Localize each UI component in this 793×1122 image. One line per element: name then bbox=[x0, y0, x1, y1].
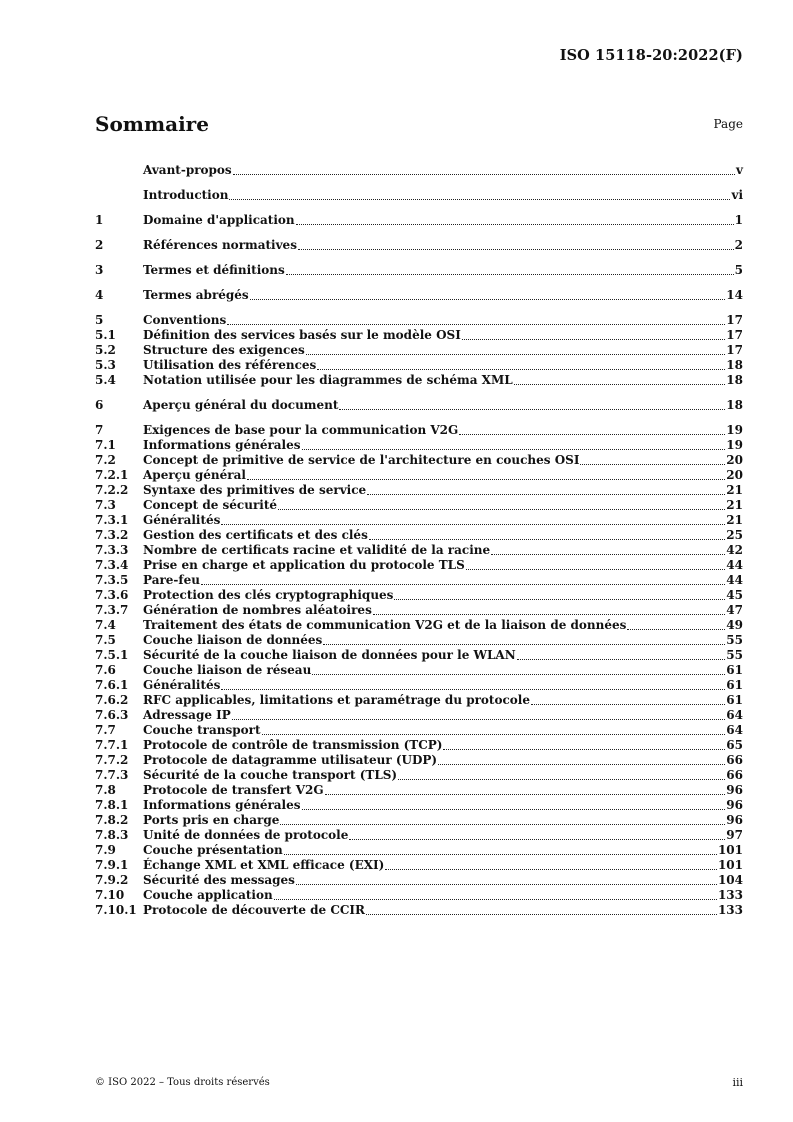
toc-entry-title: Utilisation des références bbox=[143, 358, 317, 372]
toc-entry[interactable] bbox=[95, 648, 743, 663]
toc-entry-page: 20 bbox=[726, 453, 743, 467]
toc-dot-leader bbox=[366, 914, 717, 915]
toc-entry-page: 101 bbox=[717, 843, 743, 857]
toc-entry[interactable] bbox=[95, 828, 743, 843]
toc-entry-title: Génération de nombres aléatoires bbox=[143, 603, 372, 617]
toc-entry-number: 7.7.3 bbox=[95, 768, 129, 782]
toc-dot-leader bbox=[312, 674, 725, 675]
toc-entry[interactable] bbox=[95, 753, 743, 768]
toc-dot-leader bbox=[233, 174, 735, 175]
toc-entry-title: Protocole de datagramme utilisateur (UDP) bbox=[143, 753, 438, 767]
toc-entry-page: 49 bbox=[726, 618, 743, 632]
toc-entry-title: Aperçu général du document bbox=[143, 398, 339, 412]
toc-entry-title: Protection des clés cryptographiques bbox=[143, 588, 394, 602]
toc-dot-leader bbox=[221, 524, 725, 525]
toc-entry[interactable] bbox=[95, 813, 743, 828]
toc-entry-page: 45 bbox=[726, 588, 743, 602]
toc-entry-title: Généralités bbox=[143, 513, 221, 527]
toc-entry-page: 44 bbox=[726, 573, 743, 587]
toc-entry-number: 7.6.1 bbox=[95, 678, 129, 692]
toc-dot-leader bbox=[438, 764, 725, 765]
toc-entry-number: 5.2 bbox=[95, 343, 116, 357]
toc-entry-title: Couche application bbox=[143, 888, 273, 902]
toc-entry-page: 133 bbox=[717, 888, 743, 902]
toc-entry-number: 7.3.1 bbox=[95, 513, 129, 527]
toc-entry-title: Protocole de découverte de CCIR bbox=[143, 903, 366, 917]
toc-entry-title: Nombre de certificats racine et validité de la racine bbox=[143, 543, 491, 557]
toc-entry-number: 5 bbox=[95, 313, 104, 327]
toc-entry-title: Traitement des états de communication V2G et de la liaison de données bbox=[143, 618, 627, 632]
toc-entry-page: 61 bbox=[726, 663, 743, 677]
toc-entry-title: Structure des exigences bbox=[143, 343, 305, 357]
toc-dot-leader bbox=[306, 354, 726, 355]
toc-entry-page: 101 bbox=[717, 858, 743, 872]
toc-entry[interactable] bbox=[95, 163, 743, 178]
toc-entry-title: Syntaxe des primitives de service bbox=[143, 483, 367, 497]
toc-dot-leader bbox=[323, 644, 725, 645]
toc-entry-title: Adressage IP bbox=[143, 708, 231, 722]
toc-entry-page: 64 bbox=[726, 723, 743, 737]
toc-entry[interactable] bbox=[95, 513, 743, 528]
toc-entry[interactable] bbox=[95, 288, 743, 303]
toc-entry-page: 96 bbox=[726, 798, 743, 812]
toc-entry-page: 2 bbox=[734, 238, 743, 252]
toc-dot-leader bbox=[466, 569, 726, 570]
toc-entry-number: 7.8.3 bbox=[95, 828, 129, 842]
toc-entry[interactable] bbox=[95, 798, 743, 813]
toc-entry-number: 7.3.7 bbox=[95, 603, 129, 617]
toc-entry-number: 7.3.2 bbox=[95, 528, 129, 542]
toc-entry-page: 42 bbox=[726, 543, 743, 557]
toc-entry[interactable] bbox=[95, 678, 743, 693]
toc-entry-page: 18 bbox=[726, 373, 743, 387]
toc-entry[interactable] bbox=[95, 543, 743, 558]
toc-entry-number: 2 bbox=[95, 238, 104, 252]
toc-entry-title: Couche transport bbox=[143, 723, 261, 737]
toc-entry-page: 96 bbox=[726, 783, 743, 797]
toc-dot-leader bbox=[201, 584, 725, 585]
toc-entry[interactable] bbox=[95, 313, 743, 328]
toc-entry-number: 7.2.1 bbox=[95, 468, 129, 482]
toc-entry-number: 7.7.1 bbox=[95, 738, 129, 752]
toc-entry-title: Définition des services basés sur le modèle OSI bbox=[143, 328, 461, 342]
toc-entry[interactable] bbox=[95, 618, 743, 633]
toc-entry-number: 7.3.6 bbox=[95, 588, 129, 602]
toc-entry-title: Couche liaison de données bbox=[143, 633, 323, 647]
toc-entry-page: 19 bbox=[726, 423, 743, 437]
toc-entry-page: 61 bbox=[726, 693, 743, 707]
toc-entry[interactable] bbox=[95, 398, 743, 413]
toc-entry[interactable] bbox=[95, 238, 743, 253]
toc-entry[interactable] bbox=[95, 633, 743, 648]
toc-entry-page: 20 bbox=[726, 468, 743, 482]
toc-entry-title: Concept de sécurité bbox=[143, 498, 278, 512]
toc-dot-leader bbox=[247, 479, 725, 480]
table-of-contents bbox=[95, 163, 743, 918]
toc-dot-leader bbox=[385, 869, 717, 870]
toc-entry-page: 55 bbox=[726, 648, 743, 662]
toc-entry-number: 7.3 bbox=[95, 498, 116, 512]
toc-dot-leader bbox=[491, 554, 725, 555]
toc-entry[interactable] bbox=[95, 498, 743, 513]
toc-entry-page: 17 bbox=[726, 328, 743, 342]
toc-entry[interactable] bbox=[95, 343, 743, 358]
toc-entry-title: Domaine d'application bbox=[143, 213, 295, 227]
toc-entry-number: 7.6 bbox=[95, 663, 116, 677]
toc-entry-number: 7.8.2 bbox=[95, 813, 129, 827]
toc-entry-number: 7.7.2 bbox=[95, 753, 129, 767]
toc-entry-title: Unité de données de protocole bbox=[143, 828, 349, 842]
toc-dot-leader bbox=[580, 464, 725, 465]
toc-dot-leader bbox=[274, 899, 717, 900]
toc-entry-title: Échange XML et XML efficace (EXI) bbox=[143, 858, 385, 872]
toc-dot-leader bbox=[398, 779, 725, 780]
toc-entry-number: 1 bbox=[95, 213, 104, 227]
toc-entry[interactable] bbox=[95, 453, 743, 468]
toc-entry-number: 3 bbox=[95, 263, 104, 277]
toc-entry[interactable] bbox=[95, 588, 743, 603]
toc-entry-page: 1 bbox=[734, 213, 743, 227]
toc-entry[interactable] bbox=[95, 373, 743, 388]
toc-dot-leader bbox=[517, 659, 726, 660]
toc-entry-page: 47 bbox=[726, 603, 743, 617]
toc-dot-leader bbox=[443, 749, 725, 750]
toc-dot-leader bbox=[394, 599, 725, 600]
toc-entry-title: RFC applicables, limitations et paramétrage du protocole bbox=[143, 693, 530, 707]
toc-entry-title: Aperçu général bbox=[143, 468, 246, 482]
toc-entry[interactable] bbox=[95, 708, 743, 723]
toc-dot-leader bbox=[227, 324, 725, 325]
toc-entry[interactable] bbox=[95, 723, 743, 738]
toc-dot-leader bbox=[296, 884, 717, 885]
toc-entry[interactable] bbox=[95, 358, 743, 373]
toc-entry-title: Informations générales bbox=[143, 438, 301, 452]
toc-entry-title: Prise en charge et application du protocole TLS bbox=[143, 558, 465, 572]
toc-entry-page: 21 bbox=[726, 483, 743, 497]
toc-entry-number: 7.9.2 bbox=[95, 873, 129, 887]
toc-entry-number: 7.5 bbox=[95, 633, 116, 647]
toc-entry-page: 64 bbox=[726, 708, 743, 722]
toc-entry-title: Sécurité de la couche transport (TLS) bbox=[143, 768, 398, 782]
toc-entry-title: Introduction bbox=[143, 188, 229, 202]
toc-dot-leader bbox=[325, 794, 726, 795]
toc-entry-page: 66 bbox=[726, 768, 743, 782]
toc-entry[interactable] bbox=[95, 843, 743, 858]
toc-entry-page: 14 bbox=[726, 288, 743, 302]
toc-dot-leader bbox=[367, 494, 725, 495]
toc-entry-page: 17 bbox=[726, 313, 743, 327]
toc-entry[interactable] bbox=[95, 468, 743, 483]
toc-entry[interactable] bbox=[95, 423, 743, 438]
toc-entry-number: 7.6.2 bbox=[95, 693, 129, 707]
toc-entry-number: 7.2.2 bbox=[95, 483, 129, 497]
toc-entry[interactable] bbox=[95, 263, 743, 278]
toc-entry-number: 5.4 bbox=[95, 373, 116, 387]
toc-entry-page: vi bbox=[731, 188, 743, 202]
toc-entry-title: Protocole de contrôle de transmission (TCP) bbox=[143, 738, 443, 752]
toc-entry-number: 7.4 bbox=[95, 618, 116, 632]
toc-entry-page: 55 bbox=[726, 633, 743, 647]
toc-dot-leader bbox=[462, 339, 725, 340]
toc-entry[interactable] bbox=[95, 213, 743, 228]
toc-entry-title: Exigences de base pour la communication V2G bbox=[143, 423, 459, 437]
toc-entry-number: 7.3.3 bbox=[95, 543, 129, 557]
toc-dot-leader bbox=[232, 719, 726, 720]
toc-entry-title: Sécurité des messages bbox=[143, 873, 295, 887]
toc-entry[interactable] bbox=[95, 438, 743, 453]
toc-entry-title: Termes abrégés bbox=[143, 288, 249, 302]
toc-entry[interactable] bbox=[95, 888, 743, 903]
footer-copyright: © ISO 2022 – Tous droits réservés bbox=[95, 1077, 270, 1088]
toc-dot-leader bbox=[296, 224, 734, 225]
toc-entry-title: Notation utilisée pour les diagrammes de schéma XML bbox=[143, 373, 513, 387]
toc-dot-leader bbox=[349, 839, 725, 840]
toc-entry-number: 4 bbox=[95, 288, 104, 302]
toc-entry[interactable] bbox=[95, 603, 743, 618]
toc-entry-page: 61 bbox=[726, 678, 743, 692]
page-title: Sommaire bbox=[95, 112, 209, 136]
toc-dot-leader bbox=[459, 434, 725, 435]
toc-entry-number: 7.10.1 bbox=[95, 903, 137, 917]
toc-entry-title: Références normatives bbox=[143, 238, 297, 252]
toc-entry-number: 7 bbox=[95, 423, 104, 437]
toc-dot-leader bbox=[302, 449, 726, 450]
toc-dot-leader bbox=[286, 274, 734, 275]
toc-entry[interactable] bbox=[95, 483, 743, 498]
toc-entry-page: 19 bbox=[726, 438, 743, 452]
toc-entry-page: 25 bbox=[726, 528, 743, 542]
toc-entry-title: Sécurité de la couche liaison de données pour le WLAN bbox=[143, 648, 516, 662]
toc-entry[interactable] bbox=[95, 573, 743, 588]
toc-entry[interactable] bbox=[95, 558, 743, 573]
toc-entry-page: 66 bbox=[726, 753, 743, 767]
toc-entry-number: 7.9 bbox=[95, 843, 116, 857]
toc-entry[interactable] bbox=[95, 528, 743, 543]
toc-entry-title: Informations générales bbox=[143, 798, 301, 812]
toc-dot-leader bbox=[262, 734, 726, 735]
document-reference: ISO 15118-20:2022(F) bbox=[559, 47, 743, 64]
toc-entry[interactable] bbox=[95, 903, 743, 918]
toc-dot-leader bbox=[280, 824, 725, 825]
toc-entry[interactable] bbox=[95, 768, 743, 783]
toc-entry-title: Pare-feu bbox=[143, 573, 200, 587]
footer-page-number: iii bbox=[732, 1076, 743, 1089]
toc-entry-title: Avant-propos bbox=[143, 163, 232, 177]
toc-entry[interactable] bbox=[95, 663, 743, 678]
toc-entry-number: 7.7 bbox=[95, 723, 116, 737]
toc-entry-number: 7.6.3 bbox=[95, 708, 129, 722]
toc-dot-leader bbox=[317, 369, 725, 370]
toc-dot-leader bbox=[229, 199, 730, 200]
toc-entry-title: Termes et définitions bbox=[143, 263, 285, 277]
toc-dot-leader bbox=[339, 409, 725, 410]
toc-dot-leader bbox=[250, 299, 726, 300]
toc-dot-leader bbox=[373, 614, 725, 615]
toc-entry-title: Conventions bbox=[143, 313, 227, 327]
toc-dot-leader bbox=[627, 629, 725, 630]
toc-entry-page: 97 bbox=[726, 828, 743, 842]
toc-entry-page: 44 bbox=[726, 558, 743, 572]
toc-entry-title: Couche présentation bbox=[143, 843, 283, 857]
toc-entry-number: 6 bbox=[95, 398, 104, 412]
toc-dot-leader bbox=[284, 854, 717, 855]
toc-entry-title: Protocole de transfert V2G bbox=[143, 783, 324, 797]
toc-entry[interactable] bbox=[95, 328, 743, 343]
toc-entry-number: 7.5.1 bbox=[95, 648, 129, 662]
toc-entry[interactable] bbox=[95, 858, 743, 873]
toc-entry-number: 7.3.4 bbox=[95, 558, 129, 572]
toc-entry-title: Ports pris en charge bbox=[143, 813, 280, 827]
toc-entry-number: 7.1 bbox=[95, 438, 116, 452]
toc-entry-title: Gestion des certificats et des clés bbox=[143, 528, 368, 542]
toc-entry[interactable] bbox=[95, 188, 743, 203]
toc-dot-leader bbox=[221, 689, 725, 690]
toc-entry-page: v bbox=[736, 163, 743, 177]
toc-entry-page: 18 bbox=[726, 398, 743, 412]
toc-entry[interactable] bbox=[95, 738, 743, 753]
toc-entry-title: Concept de primitive de service de l'architecture en couches OSI bbox=[143, 453, 580, 467]
toc-entry-number: 7.9.1 bbox=[95, 858, 129, 872]
toc-entry-page: 21 bbox=[726, 498, 743, 512]
toc-entry-number: 7.2 bbox=[95, 453, 116, 467]
toc-entry-page: 104 bbox=[717, 873, 743, 887]
toc-entry-number: 5.1 bbox=[95, 328, 116, 342]
toc-dot-leader bbox=[278, 509, 725, 510]
toc-entry[interactable] bbox=[95, 783, 743, 798]
toc-entry-page: 18 bbox=[726, 358, 743, 372]
toc-entry-page: 96 bbox=[726, 813, 743, 827]
toc-dot-leader bbox=[302, 809, 726, 810]
toc-dot-leader bbox=[514, 384, 726, 385]
toc-entry-number: 7.10 bbox=[95, 888, 125, 902]
toc-dot-leader bbox=[298, 249, 734, 250]
toc-dot-leader bbox=[531, 704, 725, 705]
toc-entry-title: Généralités bbox=[143, 678, 221, 692]
toc-entry-page: 21 bbox=[726, 513, 743, 527]
toc-entry-number: 5.3 bbox=[95, 358, 116, 372]
toc-entry-page: 65 bbox=[726, 738, 743, 752]
toc-entry-page: 5 bbox=[734, 263, 743, 277]
toc-entry-number: 7.8.1 bbox=[95, 798, 129, 812]
page-column-label: Page bbox=[713, 117, 743, 131]
toc-entry-title: Couche liaison de réseau bbox=[143, 663, 312, 677]
toc-entry-number: 7.3.5 bbox=[95, 573, 129, 587]
toc-entry-number: 7.8 bbox=[95, 783, 116, 797]
toc-entry[interactable] bbox=[95, 873, 743, 888]
toc-entry[interactable] bbox=[95, 693, 743, 708]
toc-dot-leader bbox=[369, 539, 725, 540]
toc-entry-page: 133 bbox=[717, 903, 743, 917]
toc-entry-page: 17 bbox=[726, 343, 743, 357]
